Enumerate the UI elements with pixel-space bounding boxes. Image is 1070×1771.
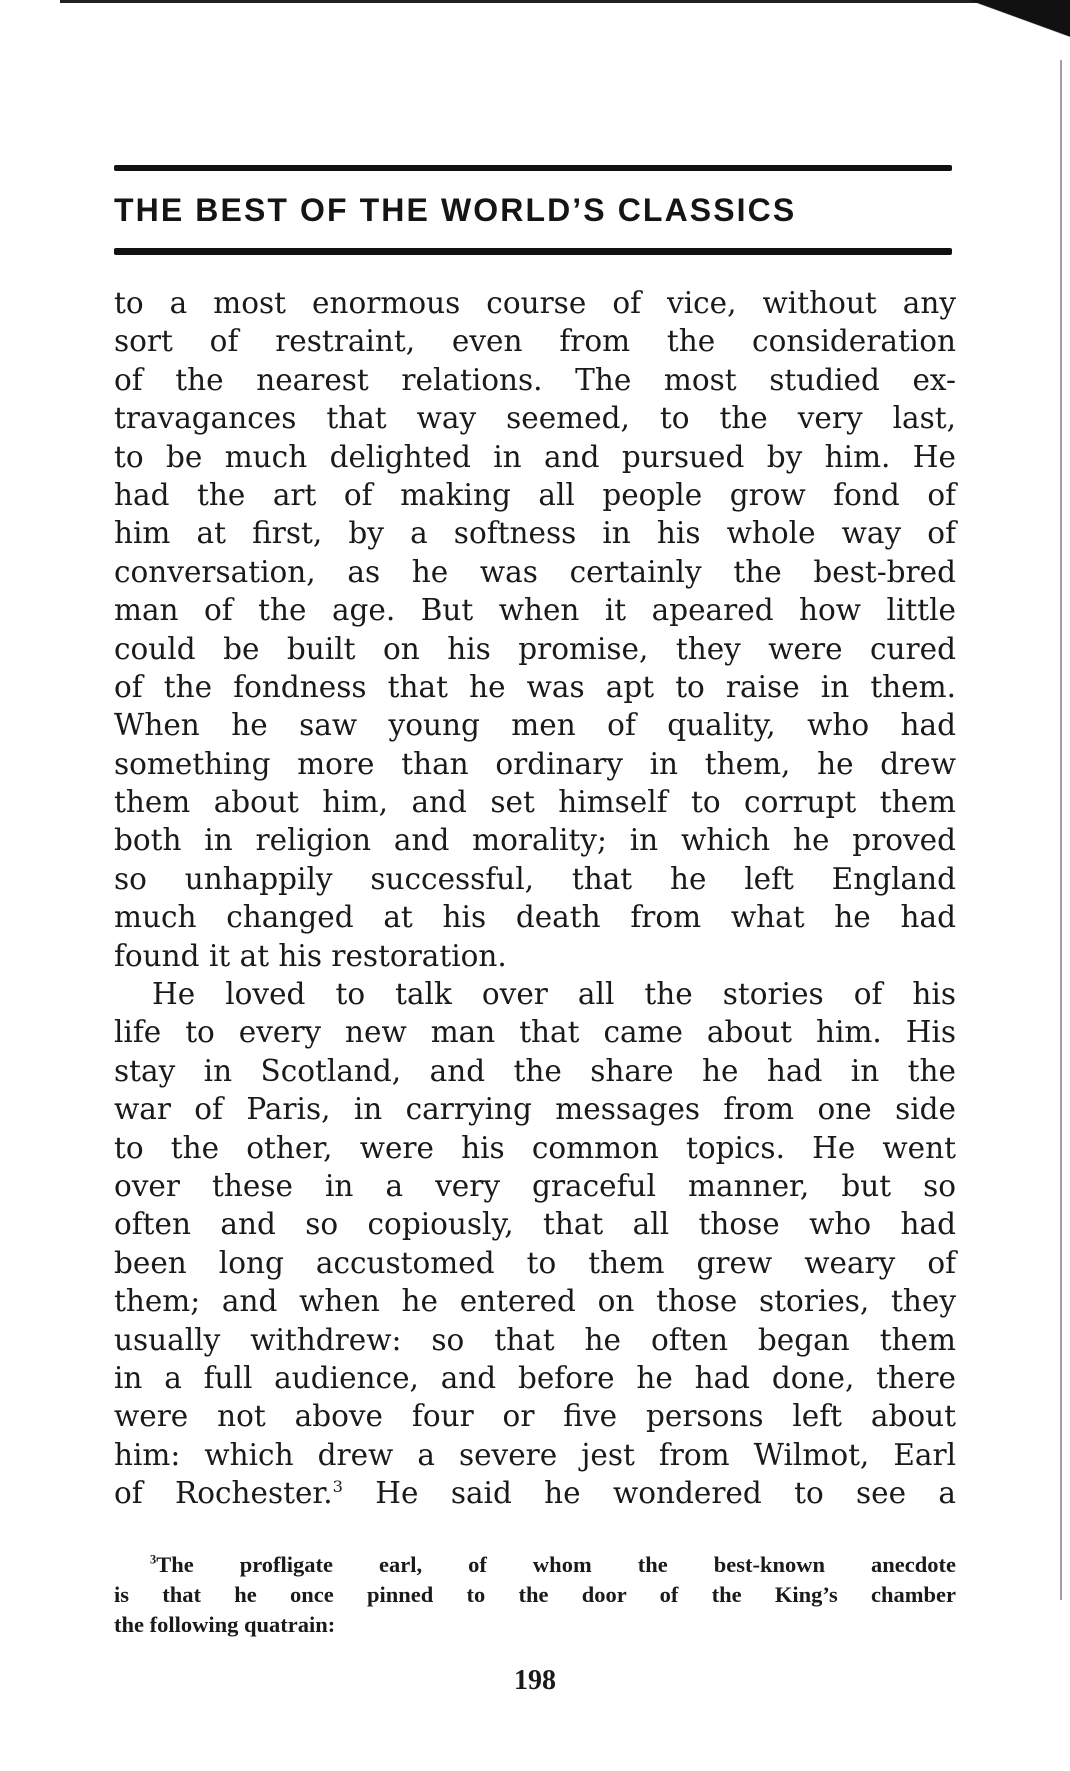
text-line: to the other, were his common topics. He went <box>114 1130 956 1165</box>
text-line: of the nearest relations. The most studied ex- <box>114 362 956 397</box>
text-line: both in religion and morality; in which he proved <box>114 823 956 858</box>
text-line: had the art of making all people grow fond of <box>114 477 956 512</box>
footnote-reference: 3 <box>332 1477 343 1497</box>
text-line: of the fondness that he was apt to raise in them. <box>114 669 956 704</box>
footnote-mark: 3 <box>150 1552 157 1567</box>
text-line: sort of restraint, even from the consideration <box>114 324 956 359</box>
page-number: 198 <box>514 1665 556 1696</box>
text-line: been long accustomed to them grew weary of <box>114 1245 956 1280</box>
text-fragment: He said he wondered to see a <box>342 1476 956 1511</box>
text-line: could be built on his promise, they were cured <box>114 631 956 666</box>
text-line: often and so copiously, that all those who had <box>114 1207 956 1242</box>
text-line: to be much delighted in and pursued by him. He <box>114 439 956 474</box>
text-line: much changed at his death from what he had <box>114 900 956 935</box>
text-line: so unhappily successful, that he left England <box>114 861 956 896</box>
text-line: travagances that way seemed, to the very last, <box>114 401 956 436</box>
footnote-line <box>114 1550 956 1580</box>
paragraph-2 <box>114 975 956 1512</box>
text-line: war of Paris, in carrying messages from one side <box>114 1092 956 1127</box>
text-line: found it at his restoration. <box>114 938 507 973</box>
header-top-rule <box>114 165 952 171</box>
page-top-edge <box>60 0 990 3</box>
text-line: him: which drew a severe jest from Wilmot, Earl <box>114 1437 956 1472</box>
text-line: something more than ordinary in them, he drew <box>114 746 956 781</box>
text-line: usually withdrew: so that he often began them <box>114 1322 956 1357</box>
text-line: When he saw young men of quality, who had <box>114 708 956 743</box>
text-line: him at first, by a softness in his whole way of <box>114 516 956 551</box>
text-line: stay in Scotland, and the share he had in the <box>114 1053 956 1088</box>
text-line: them about him, and set himself to corrupt them <box>114 785 956 820</box>
page-curl-shadow <box>950 0 1070 60</box>
text-line: them; and when he entered on those stories, they <box>114 1284 956 1319</box>
text-line: conversation, as he was certainly the best-bred <box>114 554 956 589</box>
text-line: man of the age. But when it apeared how little <box>114 593 956 628</box>
running-header: THE BEST OF THE WORLD’S CLASSICS <box>114 192 797 228</box>
page-right-edge <box>1060 60 1062 1600</box>
text-line <box>114 1474 956 1512</box>
footnote <box>114 1550 956 1640</box>
footnote-line: is that he once pinned to the door of the King’s chamber <box>114 1582 956 1607</box>
body-text <box>114 284 956 1513</box>
paragraph-1 <box>114 284 956 975</box>
text-line: to a most enormous course of vice, without any <box>114 286 956 320</box>
header-bottom-rule <box>114 248 952 255</box>
text-line: were not above four or five persons left about <box>114 1399 956 1434</box>
text-line: over these in a very graceful manner, but so <box>114 1168 956 1203</box>
footnote-line: the following quatrain: <box>114 1612 336 1637</box>
text-fragment: of Rochester. <box>114 1476 333 1511</box>
footnote-text: The profligate earl, of whom the best-known anecdote <box>156 1552 956 1577</box>
text-line: life to every new man that came about him. His <box>114 1015 956 1050</box>
text-line: He loved to talk over all the stories of his <box>152 977 956 1012</box>
text-line: in a full audience, and before he had done, there <box>114 1360 956 1395</box>
